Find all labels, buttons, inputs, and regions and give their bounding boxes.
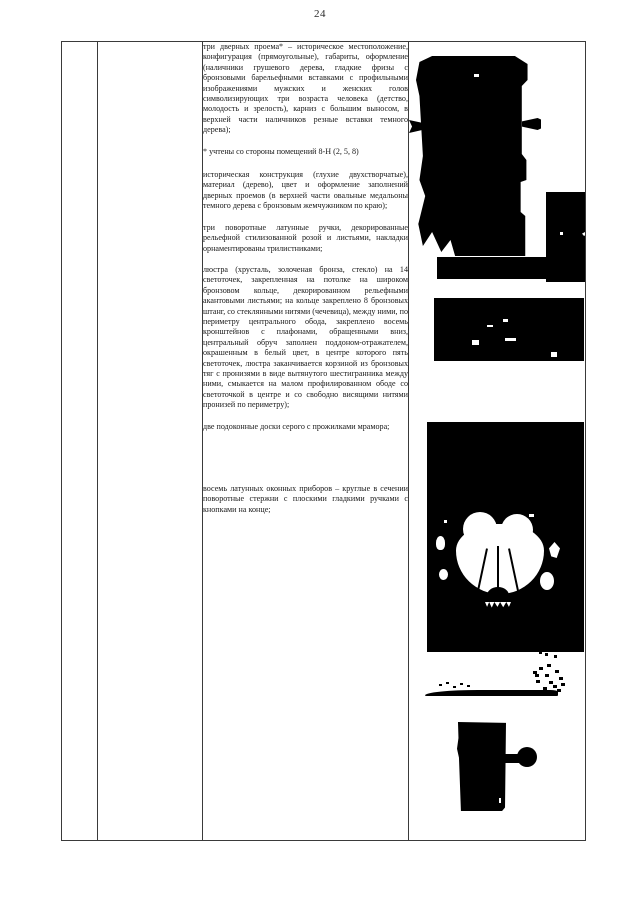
- chandelier-pendant-left-lower: [439, 569, 448, 580]
- chandelier-pendant-left-upper: [436, 536, 445, 550]
- photo-stack: [409, 42, 585, 840]
- chandelier-sparkle-a: [444, 520, 447, 523]
- window-fitting-highlight: [499, 798, 501, 803]
- photo-door-detail-highlight-d: [505, 338, 516, 341]
- photo-doorway: [416, 56, 531, 256]
- paragraph-window-sills: две подоконные доски серого с прожилками мрамора;: [203, 421, 390, 431]
- table-cell-photographs: [409, 42, 586, 841]
- chandelier-lower-hub: [487, 587, 509, 604]
- paragraph-door-handles: три поворотные латунные ручки, декорированные рельефной стилизованной розой и листьями, накладки орнаментированы трилистниками;: [203, 222, 408, 253]
- photo-door-detail-highlight-e: [551, 352, 557, 357]
- table-cell-description: [203, 42, 409, 841]
- photo-doorway-handle-right: [522, 118, 541, 130]
- photo-door-detail: [434, 298, 584, 361]
- photo-door-detail-highlight-a: [487, 325, 493, 327]
- paragraph-footnote: * учтены со стороны помещений 8-Н (2, 5, 8): [203, 146, 359, 156]
- paragraph-window-fittings: восемь латунных оконных приборов – круглые в сечении поворотные стержни с плоскими гладкими ручками с кнопками на конце;: [203, 484, 408, 514]
- photo-door-detail-highlight-b: [503, 319, 508, 322]
- paragraph-chandelier: люстра (хрусталь, золоченая бронза, стекло) на 14 светоточек, закрепленная на потолке на широком бронзовом кольце, декорированном рельефными акантовыми листьями; на кольце закреплено 8 бронзовых штанг, со стеклянными нитями (чечевица), между ними, по периметру центрального обода, закреплено восемь кронштейнов с плафонами, обращенными вниз, центральный обруч заполнен поддоном-отражателем, окрашенным в белый цвет, в центре которого пять светоточек, люстра заканчивается корзиной из бронзовых тяг с пронизями в виде вытянутого шестигранника между ними, смыкается на малом профилированном ободе со светоточкой в центре и со свободно висящими нитями пронизей по периметру);: [203, 264, 408, 410]
- chandelier-sparkle-b: [529, 514, 534, 517]
- photo-door-panel-highlight-a: [560, 232, 563, 235]
- window-sill-texture-right: [527, 661, 561, 693]
- chandelier-pendant-right-lower: [540, 572, 554, 590]
- page-number: 24: [314, 8, 326, 20]
- photo-door-detail-highlight-c: [472, 340, 479, 345]
- window-sill-texture-left: [439, 682, 479, 690]
- specification-table: [61, 41, 586, 841]
- table-cell-column-a: [62, 42, 98, 841]
- table-cell-column-b: [98, 42, 203, 841]
- window-fitting-knob: [517, 747, 537, 767]
- paragraph-door-construction: историческая конструкция (глухие двухстворчатые), материал (дерево), цвет и оформление заполнений дверных проемов (в верхней части овальные медальоны темного дерева с бронзовым жемчужником по краю);: [203, 170, 408, 211]
- photo-doorway-highlight: [474, 74, 479, 77]
- paragraph-doorways: три дверных проема* – историческое местоположение, конфигурация (прямоугольные), габариты, оформление (наличники грушевого дерева, гладкие фризы с бронзовыми барельефными вставками с профильными изображениями мужских и женских голов символизирующих три возраста человека (детство, молодость и зрелость), карниз с большим выносом, в верхней части наличников резные вставки темного дерева);: [203, 42, 408, 135]
- photo-handles-bar: [437, 257, 577, 279]
- table-row: [62, 42, 586, 841]
